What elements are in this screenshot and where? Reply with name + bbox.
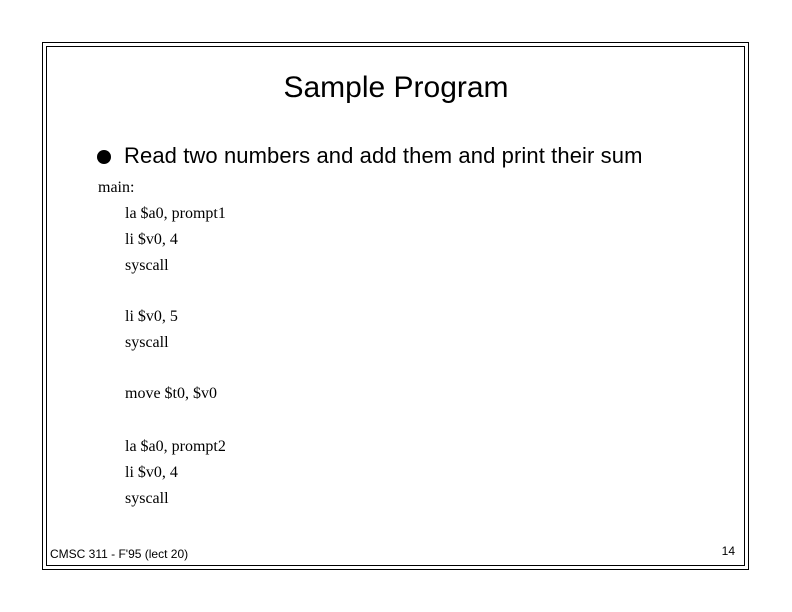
page-number: 14 (721, 544, 735, 558)
bullet-item (97, 141, 643, 171)
code-line: syscall (125, 490, 169, 507)
code-line: syscall (125, 334, 169, 351)
code-line: syscall (125, 257, 169, 274)
code-label-main: main: (98, 179, 135, 196)
bullet-text: Read two numbers and add them and print their sum (124, 143, 643, 168)
code-line: li $v0, 4 (125, 464, 178, 481)
slide-title: Sample Program (283, 71, 509, 104)
bullet-dot-icon (97, 150, 111, 164)
code-line: la $a0, prompt2 (125, 438, 226, 455)
code-line: la $a0, prompt1 (125, 205, 226, 222)
footer-course-label: CMSC 311 - F'95 (lect 20) (50, 547, 189, 561)
code-line: li $v0, 4 (125, 231, 178, 248)
code-line: li $v0, 5 (125, 308, 178, 325)
code-line: move $t0, $v0 (125, 385, 217, 402)
slide-inner-border (46, 46, 745, 566)
